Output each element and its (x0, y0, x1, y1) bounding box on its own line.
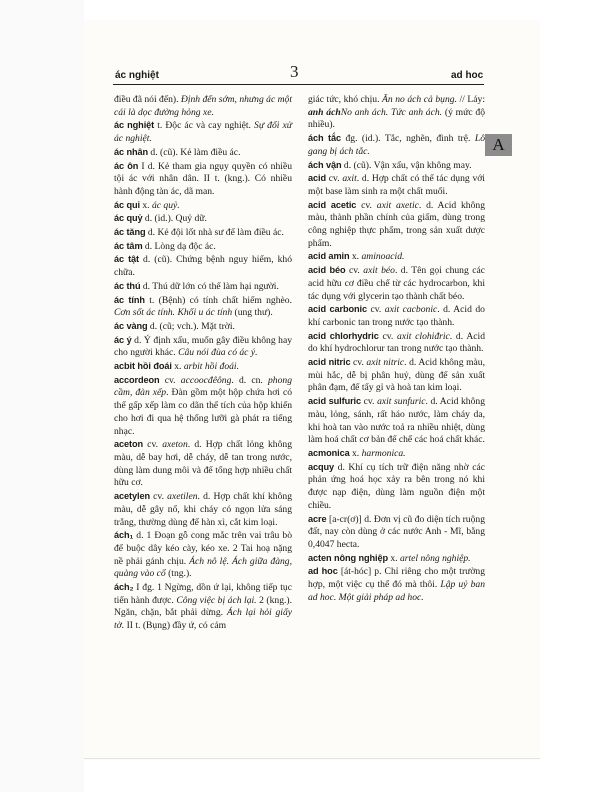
dictionary-entry (308, 395, 485, 447)
entry-headword: accordeon (114, 374, 160, 385)
entry-headword: acbit hồi đoái (114, 361, 172, 372)
entry-definition: x. (349, 447, 362, 459)
dictionary-entry (114, 320, 292, 334)
entry-headword: acre (308, 513, 327, 524)
dictionary-entry (114, 146, 292, 160)
entry-headword: acid chlorhydric (308, 330, 379, 341)
entry-example: Ăn no ách cả bụng. (382, 94, 457, 105)
thumb-index-tab[interactable]: A (485, 134, 512, 156)
entry-definition: cv. (356, 199, 377, 211)
entry-headword: acid carbonic (308, 304, 367, 315)
entry-definition: d. Kẻ đội lốt nhà sư để làm điều ác. (145, 227, 284, 239)
dictionary-entry (114, 199, 292, 213)
entry-headword: ách₂ (114, 582, 134, 593)
entry-example: Lập uỷ ban ad hoc. Một giải pháp ad hoc. (308, 579, 485, 603)
entry-definition: . d. Hợp chất có thể tác dụng với một base làm sinh ra một chất muối. (308, 173, 485, 197)
entry-definition: d. (id.). Quỷ dữ. (142, 213, 207, 225)
entry-headword: ác tính (114, 294, 145, 305)
entry-definition: d. Khí cụ tích trữ điện năng nhờ các phản ứng hoá học xảy ra bên trong nó khi được nạp điện, dùng làm nguồn điện một chiều. (308, 461, 485, 511)
right-column (308, 94, 485, 604)
entry-headword: acid acetic (308, 199, 357, 210)
entry-definition: . d. Hợp chất khí không màu, dễ gây nổ, khi cháy có ngọn lửa sáng trắng, thường dùng để hàn xì, cắt kim loại. (114, 491, 292, 528)
entry-definition: I d. Kẻ tham gia ngụy quyền có nhiều tội ác với nhân dân. II t. (kng.). Có nhiều hành động tàn ác, dã man. (114, 160, 292, 197)
dictionary-entry (114, 581, 292, 633)
entry-example: No anh ách. Tức anh ách. (340, 106, 443, 118)
entry-headword: ách₁ (114, 530, 134, 541)
entry-definition: d. Ý định xấu, muốn gây điều không hay cho người khác. (114, 334, 293, 359)
entry-headword: ad hoc (308, 566, 338, 577)
entry-example: Sự đối xử ác nghiệt. (114, 120, 292, 145)
entry-example: Công việc bị ách lại. (176, 594, 257, 606)
entry-headword: acid nitric (308, 357, 351, 368)
dictionary-entry (114, 240, 292, 254)
entry-example: axit béo (363, 265, 395, 277)
dictionary-entry (114, 280, 292, 294)
entry-example: Câu nói đùa có ác ý. (178, 347, 258, 359)
entry-headword: acmonica (308, 447, 350, 458)
entry-example: artel nông nghiệp. (399, 552, 471, 564)
dictionary-entry (308, 172, 485, 198)
dictionary-entry (114, 253, 292, 279)
entry-example: Lô gang bị ách tắc. (308, 133, 486, 157)
entry-definition: x. (139, 199, 152, 211)
dictionary-entry (114, 94, 292, 119)
entry-headword: ác tật (114, 254, 140, 265)
header-left-guide-word: ác nghiệt (115, 70, 159, 81)
dictionary-entry (308, 565, 485, 604)
entry-definition: [át-hóc] p. Chỉ riêng cho một trường hợp, một việc cụ thể đó mà thôi. (308, 566, 486, 591)
entry-definition: . d. Acid không màu, thành phần chính của giấm, dùng trong công nghiệp thực phẩm, trong sản xuất dược phẩm. (308, 199, 485, 249)
entry-definition: (ý mức độ nhiều). (308, 106, 486, 131)
entry-definition: // Láy: (456, 94, 485, 105)
entry-definition: . d. cn. (231, 374, 268, 386)
entry-definition: (ung thư). (232, 307, 273, 319)
entry-definition: d. (cũ). Chứng bệnh nguy hiểm, khó chữa. (114, 254, 293, 279)
dictionary-entry (308, 94, 485, 132)
entry-example: accoocđêông (180, 374, 232, 386)
entry-definition: cv. (367, 304, 385, 316)
entry-definition: . d. Acid do khí hydrochlorur tan trong nước tạo thành. (308, 330, 485, 355)
entry-headword: ách vận (308, 159, 342, 170)
entry-headword: acid béo (308, 265, 346, 276)
dictionary-entry (114, 119, 292, 145)
entry-headword: ác quỷ (114, 213, 143, 224)
entry-headword: acid amin (308, 251, 350, 262)
entry-example: axit nitric (366, 357, 405, 369)
entry-example: Cơn sốt ác tính. Khối u ác tính (114, 307, 233, 319)
entry-variant: anh ách (308, 106, 341, 118)
dictionary-entry (114, 294, 292, 320)
entry-definition: cv. (361, 396, 378, 408)
entry-example: Định đến sớm, nhưng ác một cái là dọc đường hỏng xe. (114, 94, 293, 118)
entry-definition: giác tức, khó chịu. (308, 94, 383, 105)
entry-definition: . d. Hợp chất lỏng không màu, dễ bay hơi, dễ cháy, dễ tan trong nước, dùng làm dung môi và để tổng hợp nhiều chất hữu cơ. (114, 439, 292, 489)
header-rule (113, 84, 484, 85)
page-binding-shadow (0, 0, 84, 792)
entry-headword: ác tâm (114, 240, 143, 251)
entry-definition: cv. (149, 491, 168, 503)
dictionary-entry (308, 250, 485, 264)
entry-example: axit sunfuric (377, 396, 426, 408)
entry-headword: ác nhân (114, 146, 149, 157)
entry-definition: . d. Acid không màu, mùi hắc, dễ bị phân huỷ, dùng để sản xuất phân đạm, để tẩy gỉ và hoà tan kim loại. (308, 357, 485, 394)
dictionary-entry (308, 132, 485, 158)
dictionary-entry (114, 212, 292, 226)
entry-definition: 2 (kng.). Ngăn, chặn, bắt phải dừng. (114, 594, 292, 619)
entry-definition: II t. (Bụng) đầy ứ, có cảm (124, 620, 227, 632)
entry-definition: [a-cr(ơ)] d. Đơn vị cũ đo diện tích ruộng đất, nay còn dùng ở các nước Anh - Mĩ, bằng 0,4047 hecta. (308, 513, 485, 550)
entry-headword: acquy (308, 461, 335, 472)
entry-example: arbit hồi đoái. (183, 361, 239, 373)
entry-example: Ách lại hỏi giấy tờ. (114, 607, 293, 632)
dictionary-entry (308, 461, 485, 513)
entry-definition: d. (cũ). Vận xấu, vận không may. (341, 159, 472, 171)
entry-example: ác quỷ. (151, 199, 180, 211)
entry-example: axit axetic (376, 199, 419, 211)
entry-definition: d. (cũ). Kẻ làm điều ác. (148, 146, 241, 158)
entry-definition: điều đã nói đến). (114, 94, 181, 105)
entry-headword: ác nghiệt (114, 120, 155, 131)
entry-example: harmonica. (361, 447, 406, 459)
entry-definition: cv. (345, 265, 364, 277)
dictionary-entry (114, 334, 292, 360)
entry-definition: I đg. 1 Ngừng, dồn ứ lại, không tiếp tục tiến hành được. (114, 582, 292, 606)
dictionary-entry (308, 513, 485, 552)
entry-headword: acten nông nghiệp (308, 552, 388, 563)
entry-headword: acid sulfuric (308, 396, 362, 407)
entry-definition: d. (cũ; vch.). Mặt trời. (147, 320, 235, 332)
entry-headword: ác quỉ (114, 199, 140, 210)
entry-definition: d. Lòng dạ độc ác. (142, 240, 216, 252)
dictionary-entry (114, 360, 292, 374)
entry-definition: . d. Acid do khí carbonic tan trong nước tạo thành. (308, 304, 485, 328)
entry-headword: ác ý (114, 334, 132, 345)
entry-headword: ác ôn (114, 160, 139, 171)
dictionary-entry (308, 330, 485, 356)
entry-definition: đg. (id.). Tắc, nghẽn, đình trệ. (341, 133, 475, 145)
dictionary-entry (114, 160, 292, 199)
entry-definition: . Đàn gồm một hộp chứa hơi có thể gấp xếp làm co dãn thể tích của hộp khiến cho hơi đi qua hệ thống lưỡi gà phát ra tiếng nhạc. (114, 387, 292, 437)
entry-definition: d. 1 Đoạn gỗ cong mắc trên vai trâu bò để buộc dây kéo cày, kéo xe. 2 Tai hoạ nặng nề phải gánh chịu. (114, 530, 292, 567)
header-right-guide-word: ad hoc (451, 70, 484, 81)
dictionary-entry (114, 490, 292, 529)
entry-example: phong cầm, đàn xếp (114, 374, 292, 399)
entry-definition: (tng.). (165, 568, 192, 580)
dictionary-entry (114, 438, 292, 490)
left-column (114, 94, 292, 633)
entry-definition: t. (Bệnh) có tính chất hiểm nghèo. (144, 294, 292, 306)
entry-example: axit cacbonic (384, 304, 438, 316)
dictionary-entry (308, 264, 485, 303)
entry-example: Ách nô lệ. Ách giữa đàng, quàng vào cổ (114, 555, 292, 580)
entry-definition: cv. (325, 173, 343, 185)
dictionary-entry (308, 356, 485, 395)
entry-headword: ác vàng (114, 320, 148, 331)
entry-headword: ác thú (114, 280, 141, 291)
entry-example: axeton (162, 439, 188, 451)
entry-definition: d. Thú dữ lớn có thể làm hại người. (140, 280, 279, 292)
entry-headword: acetylen (114, 491, 150, 502)
page-number: 3 (290, 62, 299, 81)
dictionary-entry (308, 552, 485, 566)
entry-headword: ác tăng (114, 227, 146, 238)
dictionary-entry (308, 199, 485, 251)
entry-example: aminoacid. (361, 251, 405, 263)
entry-definition: cv. (378, 330, 398, 342)
dictionary-entry (308, 447, 485, 461)
entry-headword: ách tắc (308, 133, 342, 144)
entry-example: axetilen (167, 491, 198, 503)
entry-definition: . d. Acid không màu, lỏng, sánh, rất háo nước, làm cháy da, khi hoà tan vào nước toả ra nhiều nhiệt, dùng làm hoá chất cơ bản để chế các hoá chất khác. (308, 396, 485, 446)
entry-definition: cv. (350, 357, 367, 369)
page-bottom-edge (84, 758, 540, 759)
entry-definition: x. (387, 552, 400, 564)
entry-definition: x. (171, 361, 184, 373)
entry-example: axit (342, 173, 357, 185)
entry-definition: x. (349, 251, 362, 263)
entry-definition: t. Độc ác và cay nghiệt. (154, 120, 255, 132)
entry-headword: aceton (114, 439, 144, 450)
entry-headword: acid (308, 173, 326, 184)
entry-definition: cv. (143, 439, 163, 451)
dictionary-entry (308, 303, 485, 329)
dictionary-entry (308, 159, 485, 173)
dictionary-entry (114, 529, 292, 581)
entry-definition: cv. (159, 374, 181, 386)
dictionary-entry (114, 226, 292, 240)
entry-definition: . d. Tên gọi chung các acid hữu cơ điều chế từ các hydrocarbon, khi tác dụng với glycerin tạo thành chất béo. (308, 265, 485, 302)
entry-example: axit clohiđric (397, 330, 450, 342)
dictionary-entry (114, 374, 292, 439)
